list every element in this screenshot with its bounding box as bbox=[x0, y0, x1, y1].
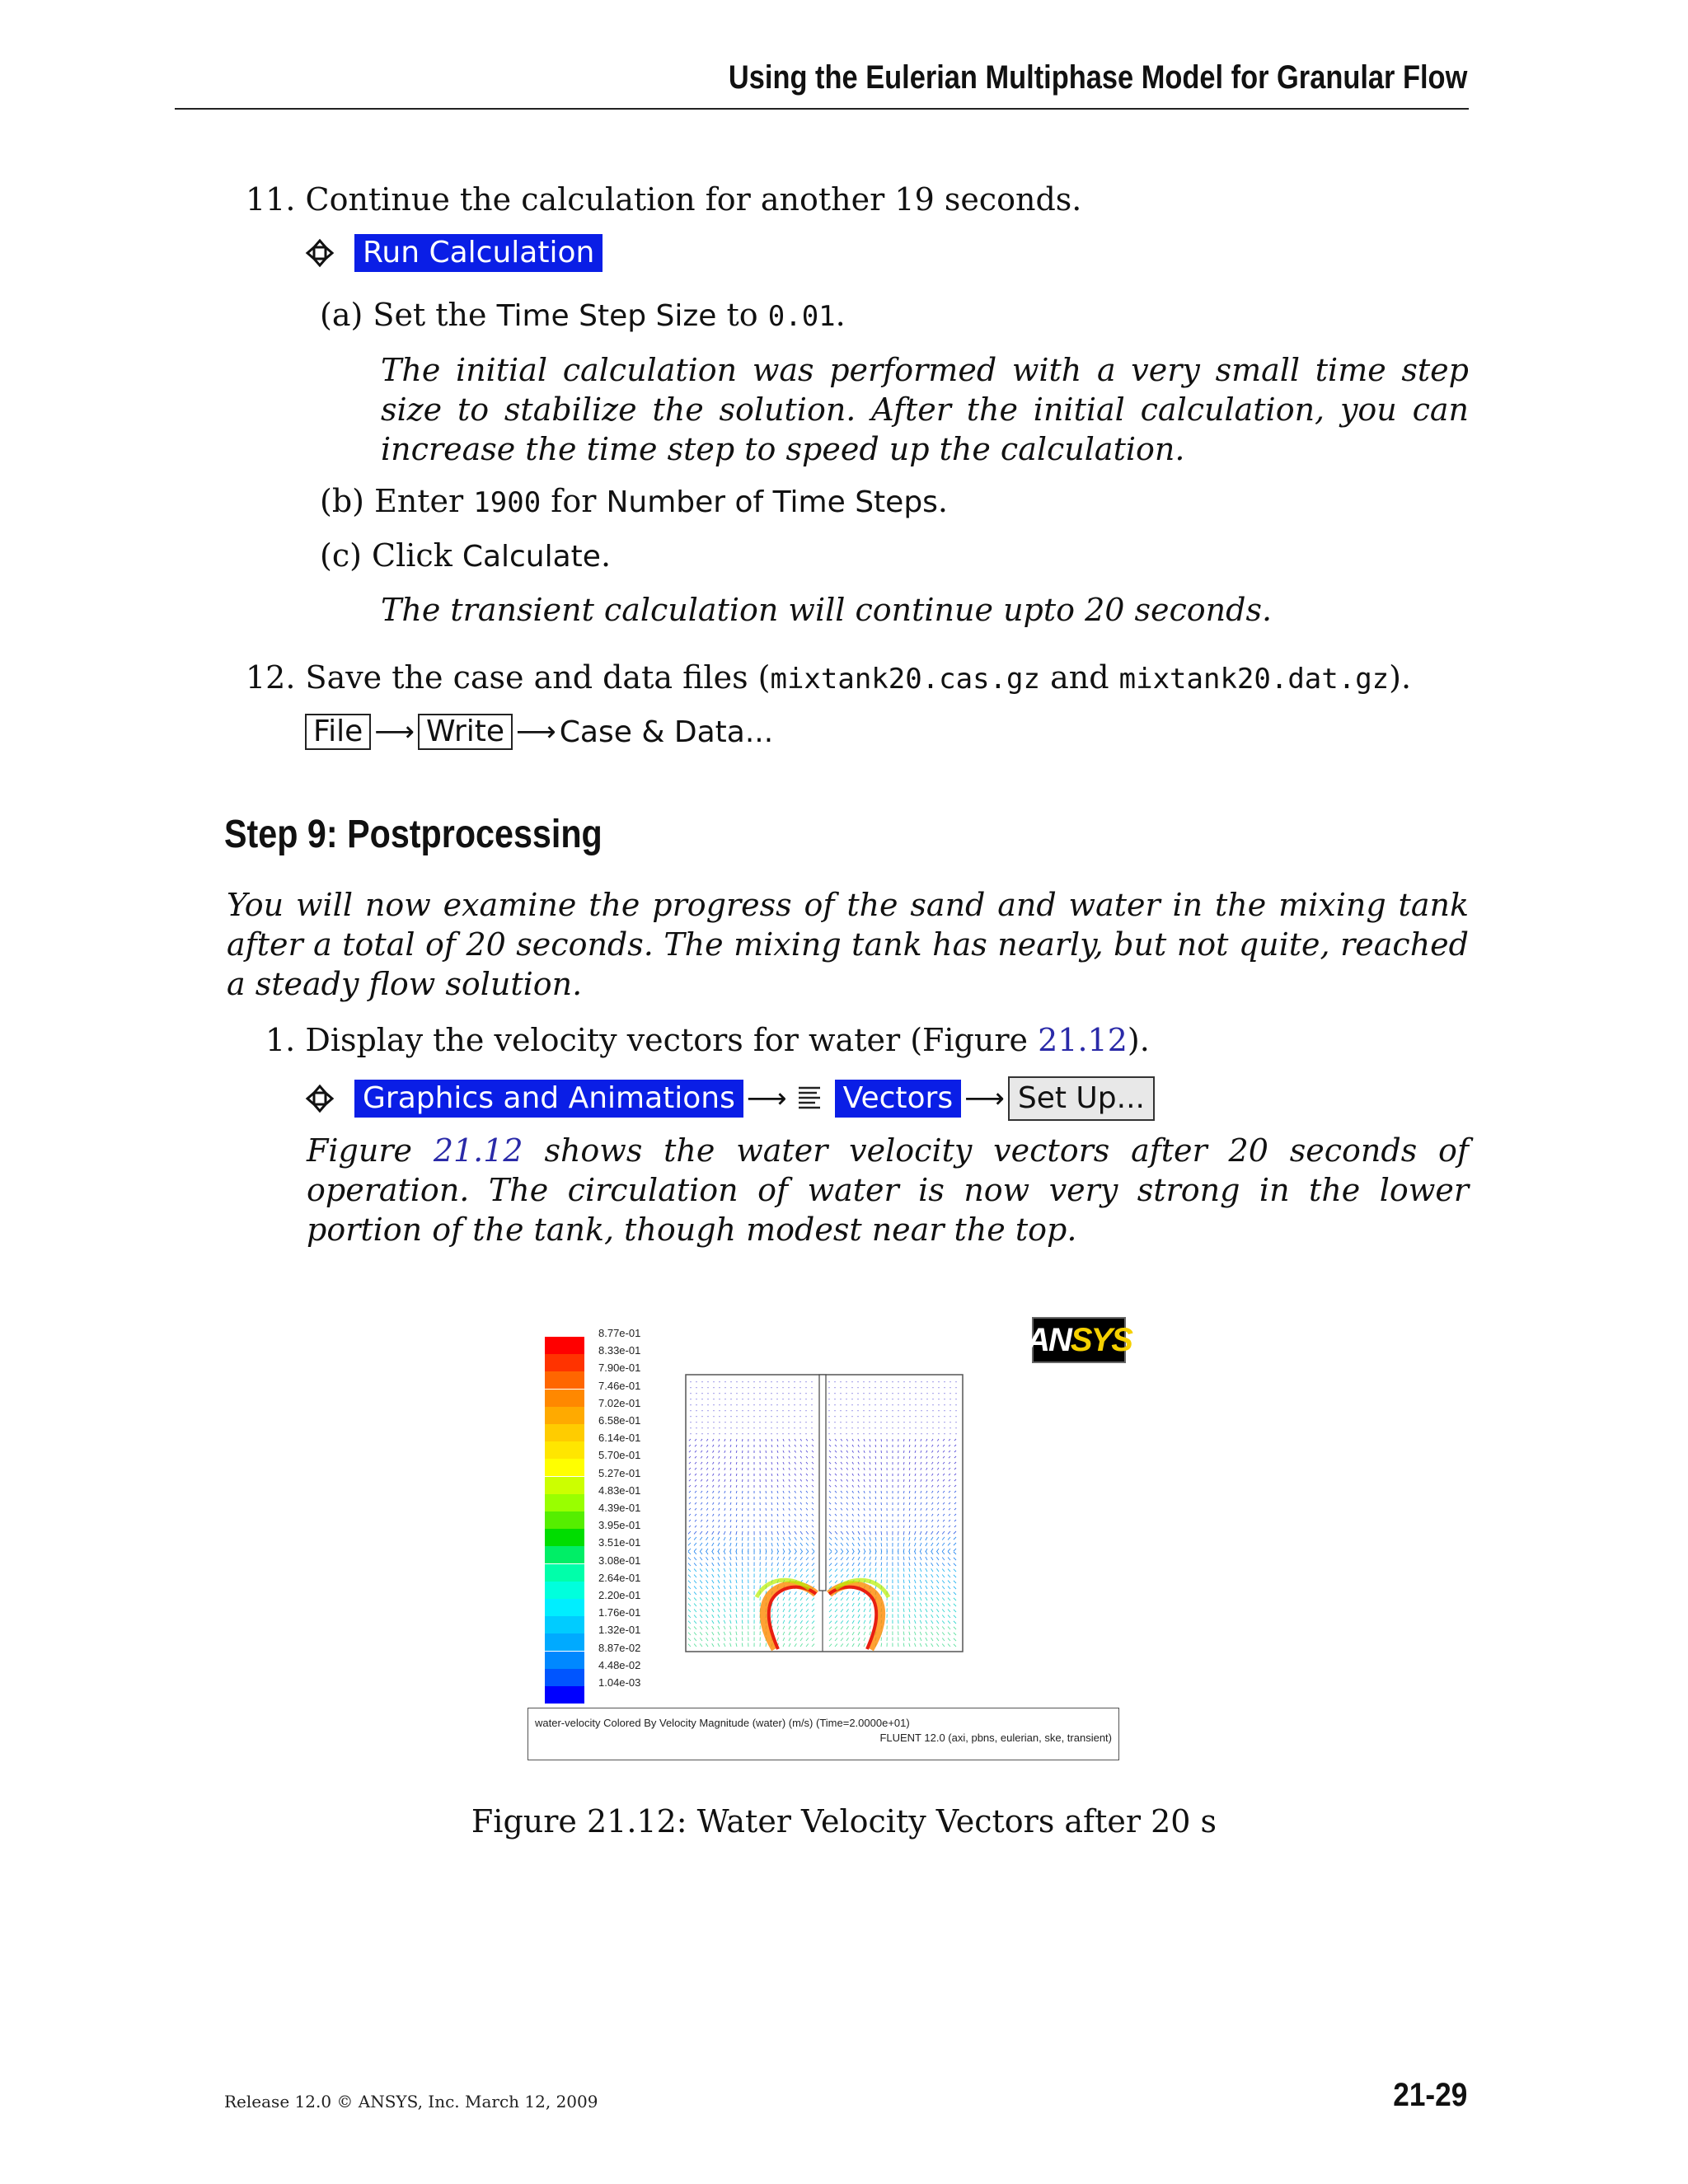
color-legend bbox=[545, 1327, 677, 1704]
set-up-button[interactable]: Set Up... bbox=[1008, 1076, 1155, 1121]
logo-text-an: AN bbox=[1026, 1321, 1071, 1358]
header-rule bbox=[175, 108, 1469, 110]
arrow-right-icon: ⟶ bbox=[746, 1082, 787, 1115]
note-transient: The transient calculation will continue upto 20 seconds. bbox=[381, 592, 1273, 628]
legend-swatch bbox=[545, 1390, 584, 1407]
legend-label: 6.58e-01 bbox=[598, 1414, 641, 1427]
legend-label: 4.39e-01 bbox=[598, 1502, 641, 1514]
legend-swatch bbox=[545, 1564, 584, 1582]
substep-text: Enter bbox=[374, 483, 474, 519]
time-steps-value: 1900 bbox=[473, 486, 542, 519]
arrow-right-icon: ⟶ bbox=[964, 1082, 1005, 1115]
data-file-name: mixtank20.dat.gz bbox=[1118, 663, 1390, 696]
legend-swatch bbox=[545, 1441, 584, 1459]
legend-swatch bbox=[545, 1494, 584, 1511]
legend-label: 2.64e-01 bbox=[598, 1571, 641, 1584]
section-intro: You will now examine the progress of the sand and water in the mixing tank after a total of 20 seconds. The mixing tank has nearly, but not quite, reached a steady flow solution. bbox=[227, 887, 1469, 1002]
note-initial-calculation: The initial calculation was performed with a very small time step size to stabilize the solution. After the initial calculation, you can increase the time step to speed up the calculation. bbox=[381, 352, 1469, 467]
write-menu[interactable]: Write bbox=[418, 714, 513, 750]
vectors-icon bbox=[795, 1084, 823, 1113]
substep-b bbox=[320, 481, 948, 523]
logo-text-sys: SYS bbox=[1070, 1321, 1132, 1358]
figure-caption-box bbox=[528, 1708, 1119, 1760]
step-11 bbox=[246, 180, 1081, 219]
run-calculation-button[interactable]: Run Calculation bbox=[354, 234, 603, 272]
substep-text: . bbox=[600, 537, 612, 574]
ansys-logo bbox=[1026, 1317, 1132, 1363]
substep-text: . bbox=[835, 297, 846, 333]
file-menu[interactable]: File bbox=[305, 714, 371, 750]
legend-swatch bbox=[545, 1407, 584, 1424]
section-heading: Step 9: Postprocessing bbox=[224, 813, 603, 856]
tank-vector-plot bbox=[684, 1373, 964, 1653]
figure-description bbox=[307, 1131, 1469, 1249]
arrow-right-icon: ⟶ bbox=[516, 715, 556, 748]
number-of-time-steps-term: Number of Time Steps bbox=[606, 485, 938, 519]
legend-label: 5.70e-01 bbox=[598, 1449, 641, 1462]
case-data-menu-item[interactable]: Case & Data... bbox=[559, 715, 774, 749]
legend-label: 3.51e-01 bbox=[598, 1536, 641, 1549]
substep-c bbox=[320, 536, 611, 577]
legend-swatch bbox=[545, 1354, 584, 1371]
step-number: 11. bbox=[246, 181, 296, 218]
legend-swatch bbox=[545, 1686, 584, 1704]
legend-label: 3.95e-01 bbox=[598, 1519, 641, 1532]
legend-label: 7.02e-01 bbox=[598, 1396, 641, 1409]
vectors-nav bbox=[305, 1076, 1155, 1121]
legend-label: 1.32e-01 bbox=[598, 1624, 641, 1637]
legend-swatch bbox=[545, 1371, 584, 1389]
legend-swatch bbox=[545, 1424, 584, 1441]
legend-label: 2.20e-01 bbox=[598, 1589, 641, 1601]
legend-label: 8.33e-01 bbox=[598, 1344, 641, 1357]
legend-swatch bbox=[545, 1511, 584, 1529]
substep-label: (a) bbox=[320, 297, 363, 333]
step-1 bbox=[265, 1020, 1150, 1060]
figure-title: Figure 21.12: Water Velocity Vectors after 20 s bbox=[471, 1803, 1217, 1840]
step-number: 12. bbox=[246, 659, 296, 696]
time-step-size-term: Time Step Size bbox=[496, 299, 717, 333]
legend-label: 8.87e-02 bbox=[598, 1641, 641, 1654]
legend-label: 3.08e-01 bbox=[598, 1554, 641, 1567]
step-text: Save the case and data files ( bbox=[305, 659, 771, 696]
step-text: Display the velocity vectors for water (Figure bbox=[305, 1022, 1039, 1058]
vectors-button[interactable]: Vectors bbox=[835, 1080, 961, 1118]
file-menu-path bbox=[305, 714, 773, 750]
legend-label: 6.14e-01 bbox=[598, 1432, 641, 1445]
step-text: ). bbox=[1389, 659, 1412, 696]
substep-text: for bbox=[541, 483, 607, 519]
arrow-right-icon: ⟶ bbox=[374, 715, 415, 748]
case-file-name: mixtank20.cas.gz bbox=[770, 663, 1040, 696]
legend-swatch bbox=[545, 1582, 584, 1599]
legend-label: 5.27e-01 bbox=[598, 1466, 641, 1479]
legend-swatch bbox=[545, 1669, 584, 1686]
substep-text: Set the bbox=[373, 297, 497, 333]
substep-text: to bbox=[716, 297, 768, 333]
legend-swatch bbox=[545, 1616, 584, 1633]
legend-swatch bbox=[545, 1459, 584, 1476]
figure-link[interactable]: 21.12 bbox=[433, 1132, 523, 1169]
velocity-vectors-figure bbox=[528, 1310, 1132, 1764]
step-12 bbox=[246, 658, 1411, 699]
step-text: Continue the calculation for another 19 seconds. bbox=[305, 181, 1082, 218]
substep-a bbox=[320, 295, 846, 336]
substep-label: (c) bbox=[320, 537, 362, 574]
page-number: 21-29 bbox=[1392, 2077, 1467, 2113]
substep-text: . bbox=[937, 483, 949, 519]
legend-label: 7.90e-01 bbox=[598, 1361, 641, 1375]
figure-link[interactable]: 21.12 bbox=[1038, 1022, 1128, 1058]
step-text: and bbox=[1040, 659, 1119, 696]
page-header-title: Using the Eulerian Multiphase Model for Granular Flow bbox=[728, 59, 1467, 96]
legend-swatch bbox=[545, 1529, 584, 1546]
legend-label: 1.04e-03 bbox=[598, 1676, 641, 1689]
substep-text: Click bbox=[372, 537, 462, 574]
navigation-icon bbox=[305, 1084, 335, 1113]
navigation-icon bbox=[305, 238, 335, 268]
time-step-value: 0.01 bbox=[767, 300, 836, 333]
calculate-term: Calculate bbox=[462, 540, 601, 574]
legend-swatch bbox=[545, 1599, 584, 1616]
run-calc-nav bbox=[305, 234, 603, 272]
caption-line-2: FLUENT 12.0 (axi, pbns, eulerian, ske, transient) bbox=[879, 1732, 1112, 1744]
legend-swatch bbox=[545, 1477, 584, 1494]
graphics-and-animations-button[interactable]: Graphics and Animations bbox=[354, 1080, 743, 1118]
legend-label: 7.46e-01 bbox=[598, 1379, 641, 1392]
legend-swatch bbox=[545, 1652, 584, 1669]
legend-label: 4.48e-02 bbox=[598, 1658, 641, 1671]
step-number: 1. bbox=[265, 1022, 296, 1058]
legend-label: 1.76e-01 bbox=[598, 1606, 641, 1619]
legend-swatch bbox=[545, 1633, 584, 1651]
legend-swatch bbox=[545, 1337, 584, 1354]
footer-release: Release 12.0 © ANSYS, Inc. March 12, 2009 bbox=[224, 2092, 598, 2111]
legend-label: 4.83e-01 bbox=[598, 1483, 641, 1497]
step-text: ). bbox=[1127, 1022, 1150, 1058]
desc-text: shows the water velocity vectors after 20 seconds of operation. The circulation of water is now very strong in the lower portion of the tank, though modest near the top. bbox=[307, 1132, 1469, 1248]
legend-label: 8.77e-01 bbox=[598, 1327, 641, 1339]
desc-text: Figure bbox=[307, 1132, 434, 1169]
legend-swatch bbox=[545, 1546, 584, 1563]
substep-label: (b) bbox=[320, 483, 364, 519]
caption-line-1: water-velocity Colored By Velocity Magnitude (water) (m/s) (Time=2.0000e+01) bbox=[535, 1717, 910, 1729]
